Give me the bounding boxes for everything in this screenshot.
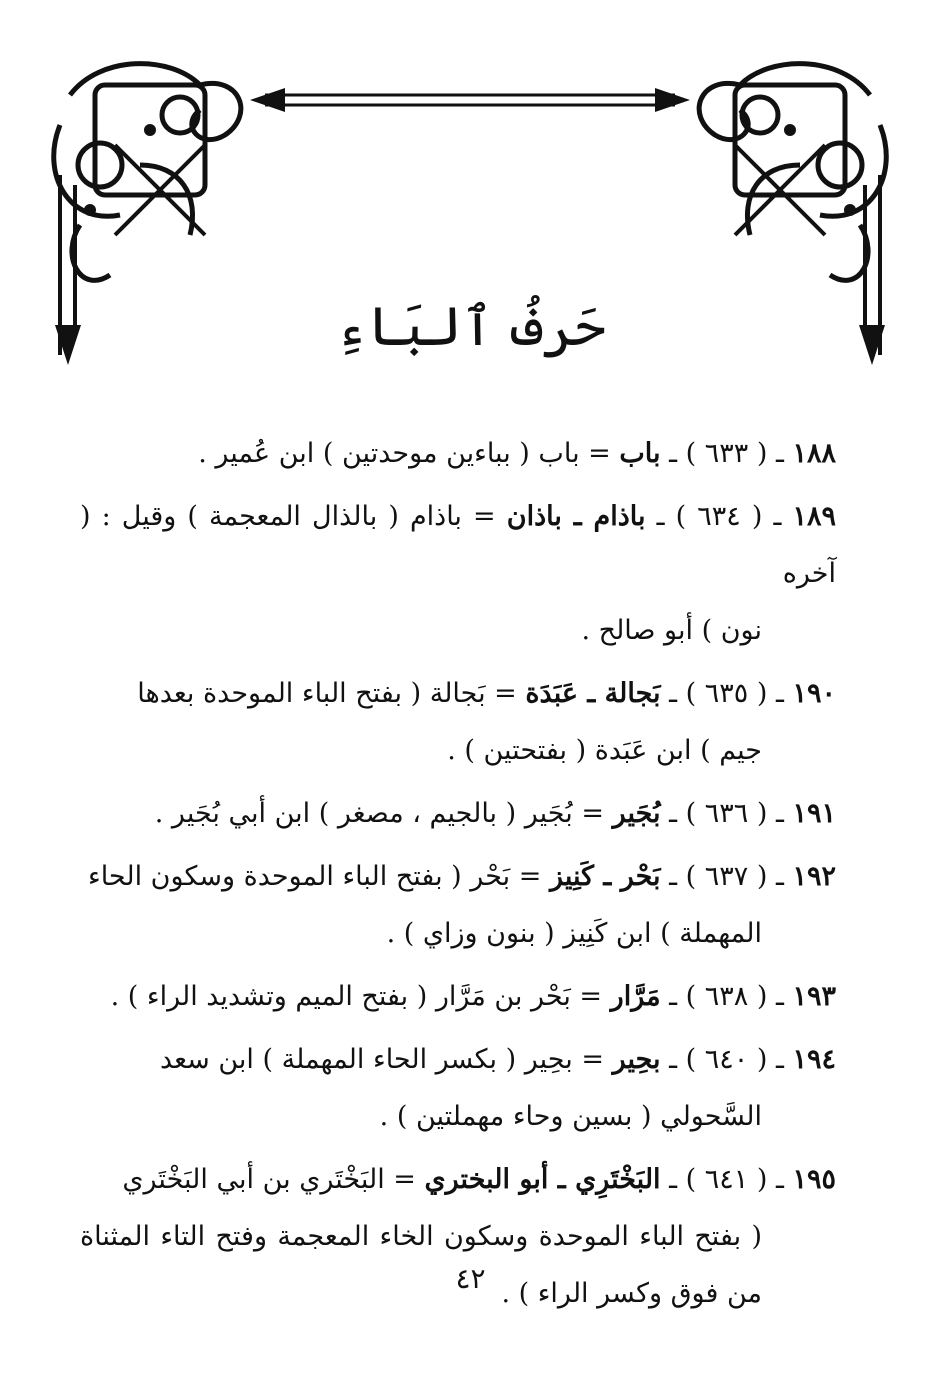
entry-reference: ( ٦٣٥ ) — [685, 678, 768, 709]
entry-body: = البَخْتَري بن أبي البَخْتَري — [122, 1164, 416, 1195]
entry-reference: ( ٦٣٣ ) — [685, 438, 768, 469]
entry-number: ١٩٤ — [792, 1044, 836, 1075]
entry-reference: ( ٦٣٨ ) — [685, 981, 768, 1012]
entry-continuation: السَّحولي ( بسين وحاء مهملتين ) . — [379, 1101, 762, 1132]
entry-headword: بَحْر ـ كَنِيز — [549, 861, 661, 892]
entry-headword: باب — [619, 438, 661, 469]
entry-body: = بَحْر بن مَرَّار ( بفتح الميم وتشديد الراء ) . — [110, 981, 603, 1012]
list-item: ١٩٢ ـ ( ٦٣٧ ) ـ بَحْر ـ كَنِيز = بَحْر ( بفتح الباء الموحدة وسكون الحاء المهملة ) ابن كَنِيز ( بنون وزاي ) . — [80, 848, 836, 962]
entry-number: ١٩٠ — [792, 678, 836, 709]
entry-body: = بُجَير ( بالجيم ، مصغر ) ابن أبي بُجَير . — [154, 798, 604, 829]
list-item: ١٩٠ ـ ( ٦٣٥ ) ـ بَجالة ـ عَبَدَة = بَجالة ( بفتح الباء الموحدة بعدها جيم ) ابن عَبَدة ( بفتحتين ) . — [80, 665, 836, 779]
entry-number: ١٨٩ — [792, 501, 837, 532]
entry-continuation: المهملة ) ابن كَنِيز ( بنون وزاي ) . — [386, 918, 762, 949]
chapter-title: حَرفُ ٱلبَاءِ — [335, 295, 606, 358]
list-item: ١٨٩ ـ ( ٦٣٤ ) ـ باذام ـ باذان = باذام ( بالذال المعجمة ) وقيل : ( آخره نون ) أبو صالح . — [80, 488, 836, 659]
entry-continuation: نون ) أبو صالح . — [581, 615, 762, 646]
entry-list — [80, 425, 836, 1328]
list-item: ١٩١ ـ ( ٦٣٦ ) ـ بُجَير = بُجَير ( بالجيم ، مصغر ) ابن أبي بُجَير . — [154, 798, 836, 829]
entry-body: = بَجالة ( بفتح الباء الموحدة بعدها — [137, 678, 517, 709]
entry-headword: باذام ـ باذان — [506, 501, 646, 532]
entry-headword: بَجالة ـ عَبَدَة — [525, 678, 661, 709]
entry-headword: بُجَير — [612, 798, 661, 829]
entry-reference: ( ٦٣٤ ) — [675, 501, 763, 532]
list-item: ١٩٥ ـ ( ٦٤١ ) ـ البَخْتَرِي ـ أبو البختري = البَخْتَري بن أبي البَخْتَري ( بفتح الباء الموحدة وسكون الخاء المعجمة وفتح التاء المثناة من فوق وكسر الراء ) . — [80, 1151, 836, 1322]
entry-body: = بَحْر ( بفتح الباء الموحدة وسكون الحاء — [88, 861, 542, 892]
entry-continuation: ( بفتح الباء الموحدة وسكون الخاء المعجمة وفتح التاء المثناة من فوق وكسر الراء ) . — [80, 1221, 762, 1309]
page-number: ٤٢ — [455, 1262, 486, 1295]
entry-reference: ( ٦٣٦ ) — [685, 798, 768, 829]
entry-body: = باذام ( بالذال المعجمة ) وقيل : ( آخره — [80, 501, 836, 589]
entry-number: ١٩٢ — [792, 861, 836, 892]
entry-number: ١٩٥ — [792, 1164, 836, 1195]
list-item: ١٩٤ ـ ( ٦٤٠ ) ـ بحِير = بحِير ( بكسر الحاء المهملة ) ابن سعد السَّحولي ( بسين وحاء مهملتين ) . — [80, 1031, 836, 1145]
entry-reference: ( ٦٤١ ) — [685, 1164, 768, 1195]
entry-reference: ( ٦٤٠ ) — [685, 1044, 768, 1075]
entry-continuation: جيم ) ابن عَبَدة ( بفتحتين ) . — [447, 735, 762, 766]
entry-headword: البَخْتَرِي ـ أبو البختري — [424, 1164, 661, 1195]
entry-headword: مَرَّار — [610, 981, 661, 1012]
entry-reference: ( ٦٣٧ ) — [685, 861, 768, 892]
entry-number: ١٨٨ — [792, 438, 836, 469]
entry-body: = باب ( بباءين موحدتين ) ابن عُمير . — [198, 438, 611, 469]
list-item: ١٩٣ ـ ( ٦٣٨ ) ـ مَرَّار = بَحْر بن مَرَّار ( بفتح الميم وتشديد الراء ) . — [110, 981, 836, 1012]
entry-headword: بحِير — [612, 1044, 661, 1075]
entry-number: ١٩٣ — [792, 981, 836, 1012]
entry-body: = بحِير ( بكسر الحاء المهملة ) ابن سعد — [159, 1044, 604, 1075]
list-item: ١٨٨ ـ ( ٦٣٣ ) ـ باب = باب ( بباءين موحدتين ) ابن عُمير . — [198, 438, 836, 469]
entry-number: ١٩١ — [792, 798, 836, 829]
